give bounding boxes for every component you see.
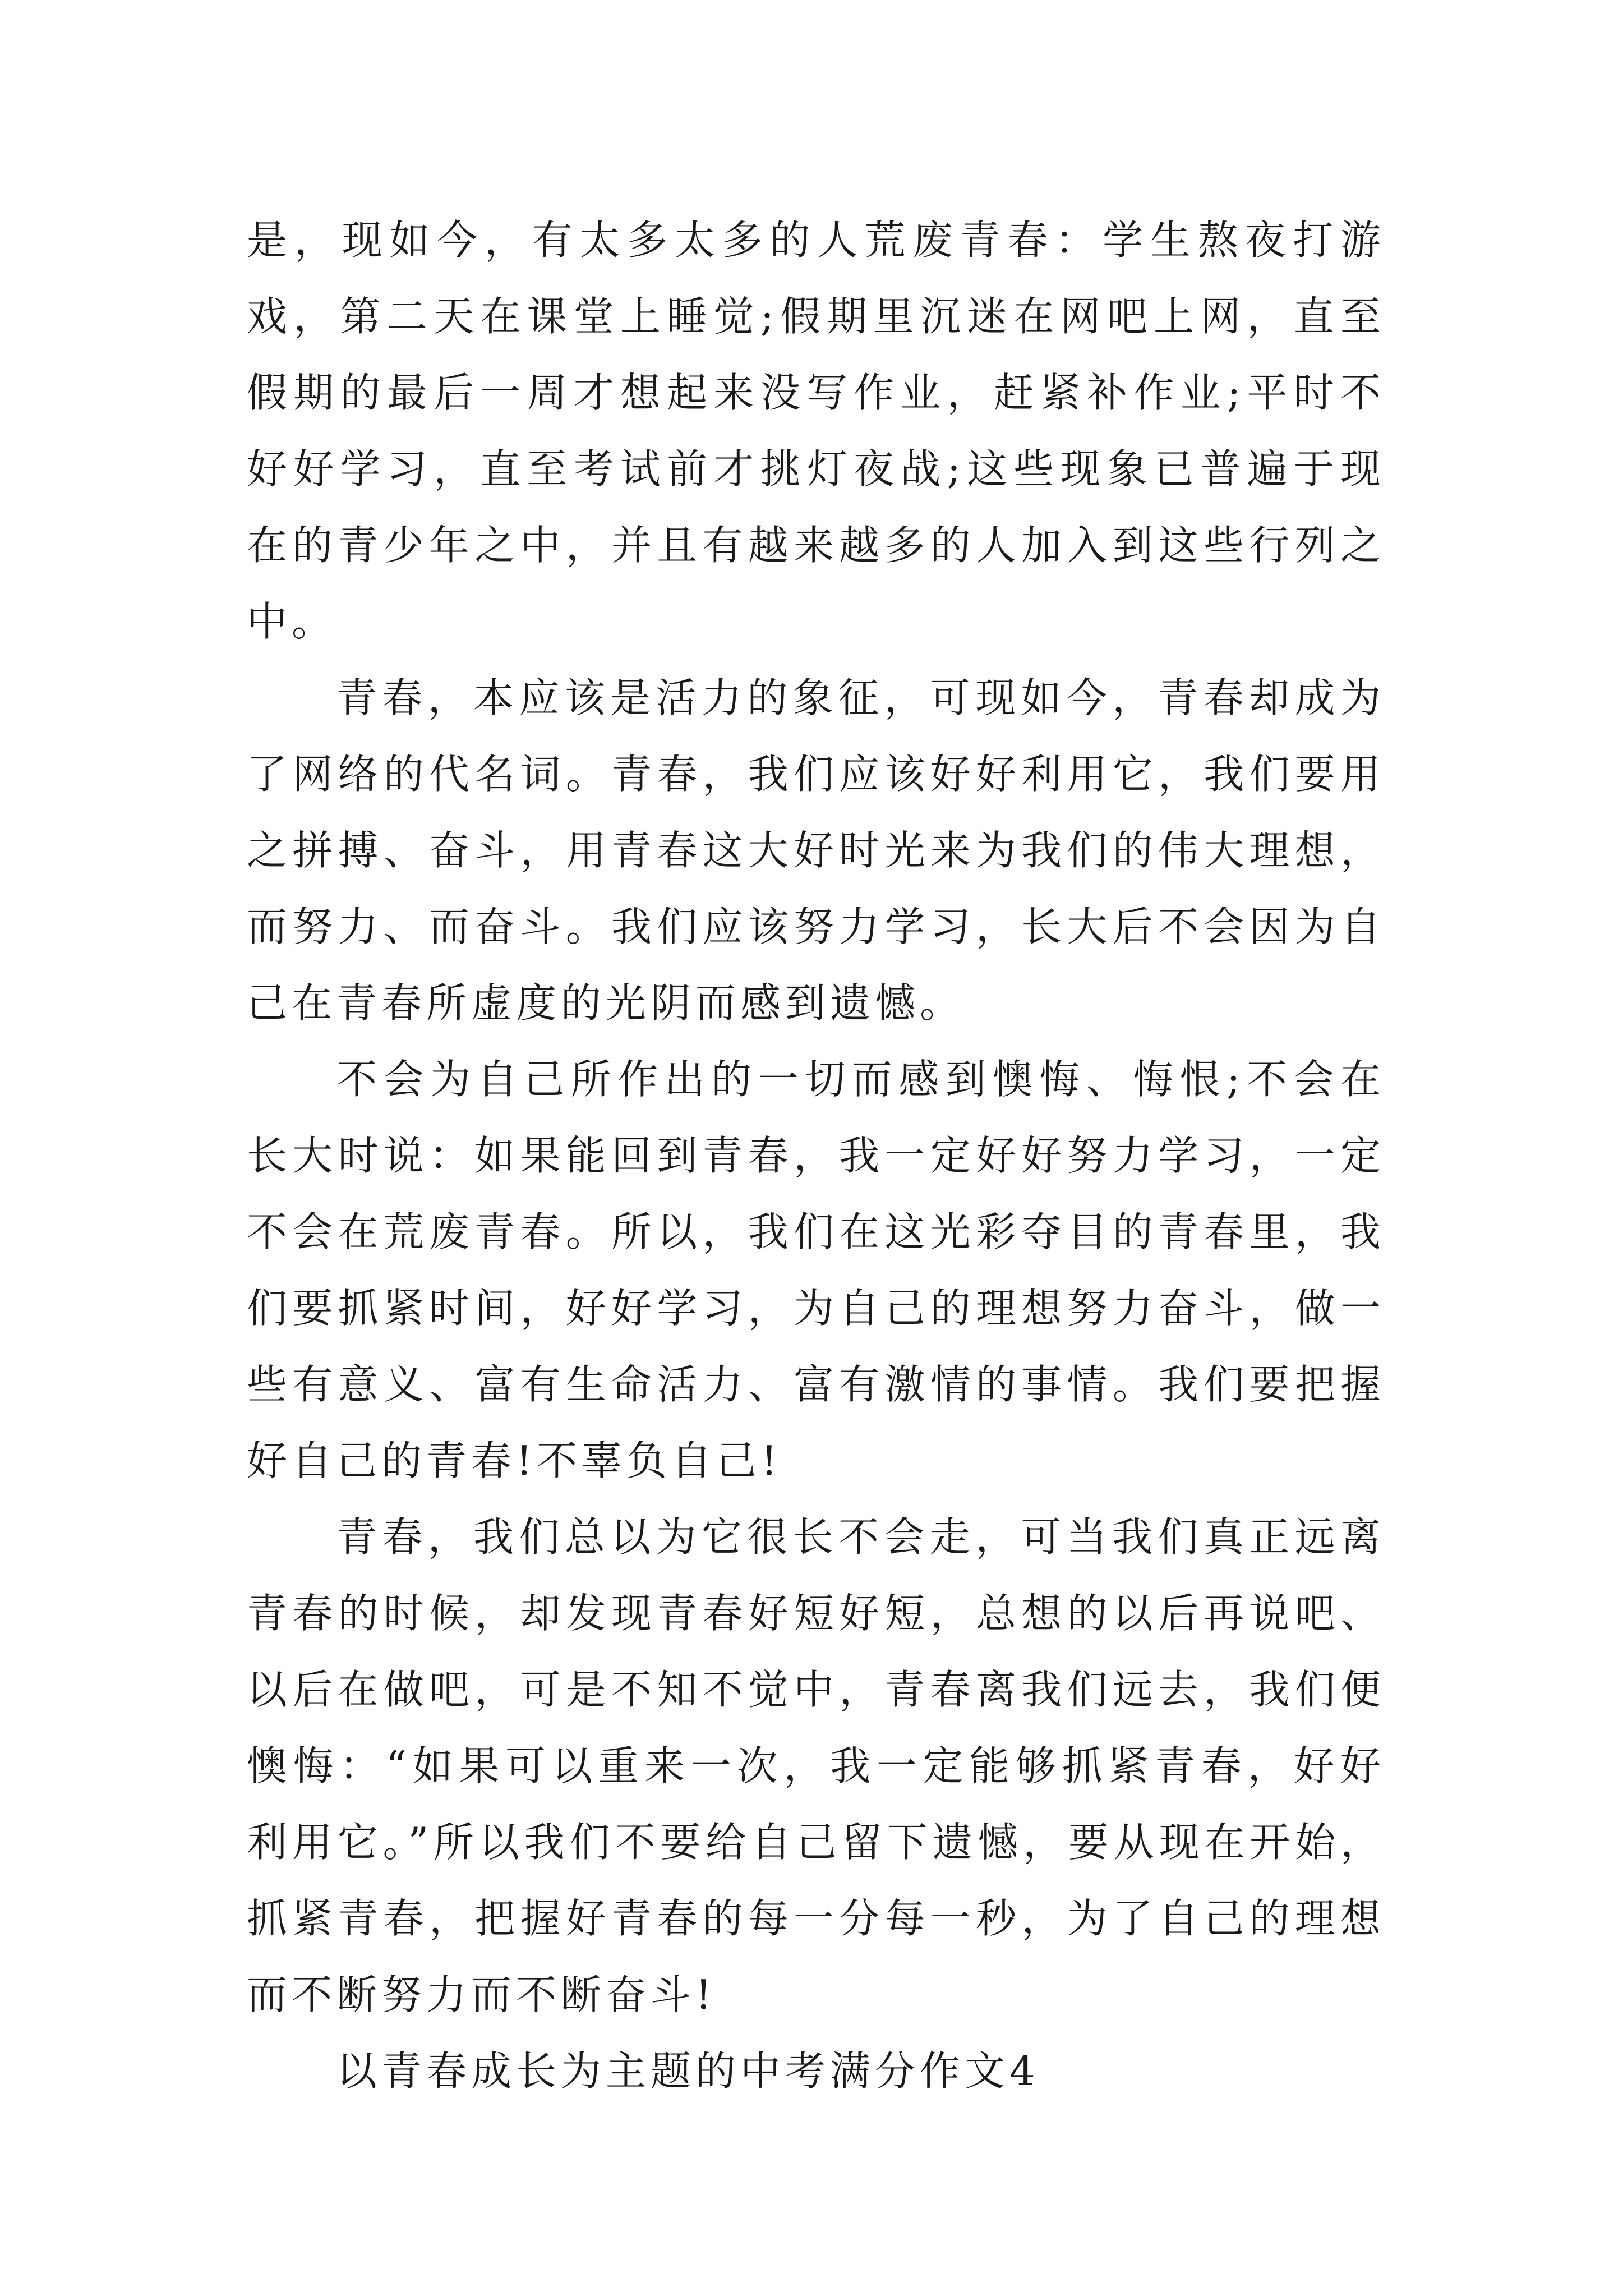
paragraph-2: 青春，本应该是活力的象征，可现如今，青春却成为了网络的代名词。青春，我们应该好好利用它，我们要用之拼搏、奋斗，用青春这大好时光来为我们的伟大理想，而努力、而奋斗。我们应该努力学习，长大后不会因为自己在青春所虚度的光阴而感到遗憾。 xyxy=(247,674,1385,1027)
next-essay-heading: 以青春成长为主题的中考满分作文4 xyxy=(336,2047,1040,2095)
paragraph-4: 青春，我们总以为它很长不会走，可当我们真正远离青春的时候，却发现青春好短好短，总想的以后再说吧、以后在做吧，可是不知不觉中，青春离我们远去，我们便懊悔：“如果可以重来一次，我一定能够抓紧青春，好好利用它。”所以我们不要给自己留下遗憾，要从现在开始，抓紧青春，把握好青春的每一分每一秒，为了自己的理想而不断努力而不断奋斗! xyxy=(247,1513,1385,2018)
paragraph-3: 不会为自己所作出的一切而感到懊悔、悔恨;不会在长大时说：如果能回到青春，我一定好好努力学习，一定不会在荒废青春。所以，我们在这光彩夺目的青春里，我们要抓紧时间，好好学习，为自己的理想努力奋斗，做一些有意义、富有生命活力、富有激情的事情。我们要把握好自己的青春!不辜负自己! xyxy=(247,1056,1385,1484)
essay-body xyxy=(247,202,1385,2109)
paragraph-1: 是，现如今，有太多太多的人荒废青春：学生熬夜打游戏，第二天在课堂上睡觉;假期里沉迷在网吧上网，直至假期的最后一周才想起来没写作业，赶紧补作业;平时不好好学习，直至考试前才挑灯夜战;这些现象已普遍于现在的青少年之中，并且有越来越多的人加入到这些行列之中。 xyxy=(247,217,1385,645)
